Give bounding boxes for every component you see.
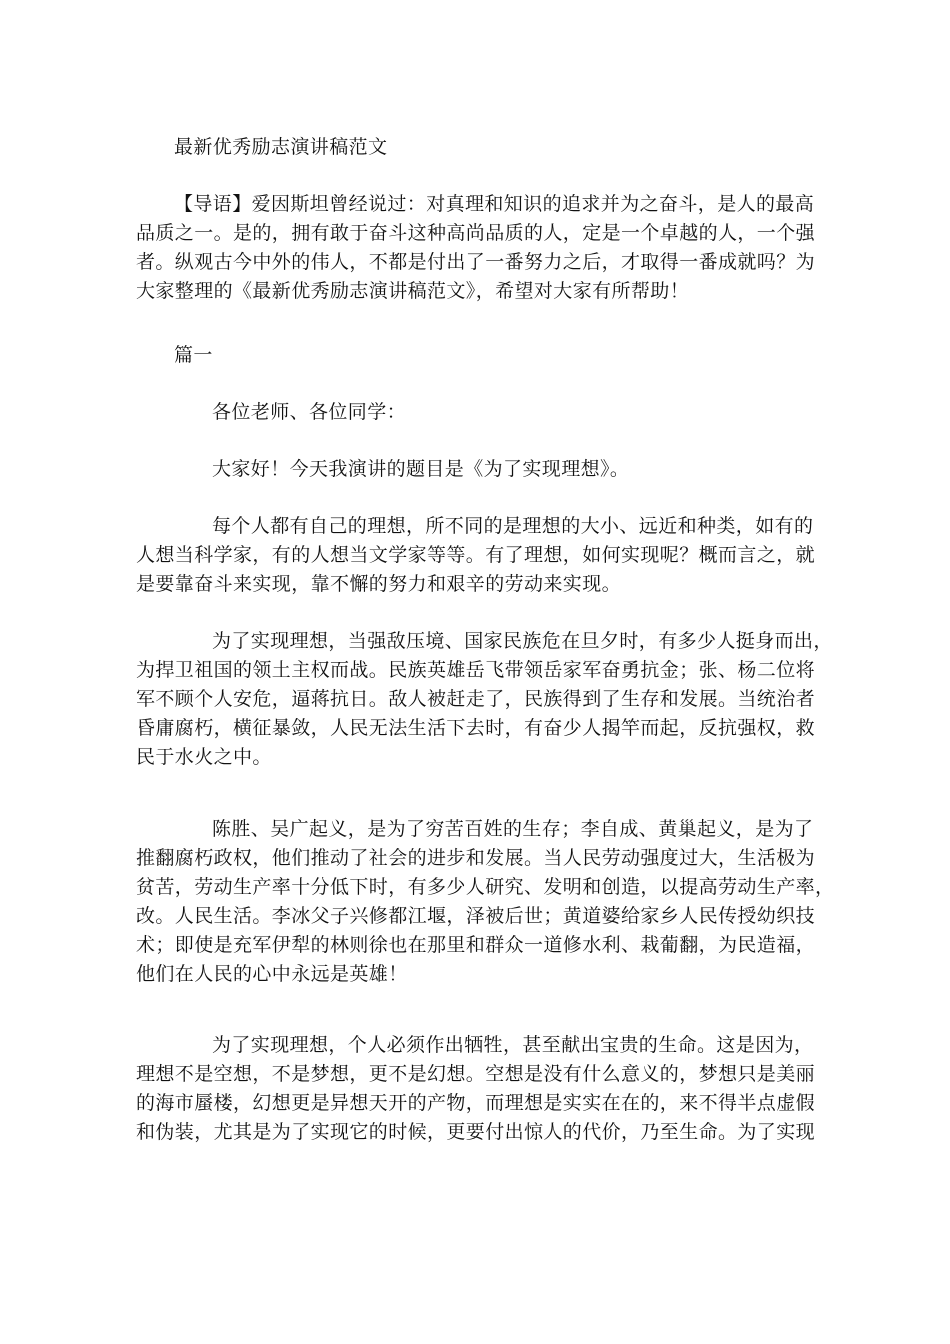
- paragraph-line: 陈胜、吴广起义，是为了穷苦百姓的生存；李自成、黄巢起义，是为了: [212, 818, 814, 840]
- paragraph-line: 推翻腐朽政权，他们推动了社会的进步和发展。当人民劳动强度过大，生活极为: [136, 847, 816, 869]
- intro-line: 【导语】爱因斯坦曾经说过：对真理和知识的追求并为之奋斗，是人的最高: [174, 193, 815, 215]
- paragraph-1: [136, 512, 816, 599]
- greeting-line: 大家好！今天我演讲的题目是《为了实现理想》。: [212, 458, 630, 480]
- paragraph-line: 理想不是空想，不是梦想，更不是幻想。空想是没有什么意义的，梦想只是美丽: [136, 1063, 816, 1085]
- paragraph-line: 为了实现理想，当强敌压境、国家民族危在旦夕时，有多少人挺身而出，: [212, 630, 833, 652]
- paragraph-line: 和伪装，尤其是为了实现它的时候，更要付出惊人的代价，乃至生命。为了实现: [136, 1121, 816, 1143]
- intro-line: 品质之一。是的，拥有敢于奋斗这种高尚品质的人，定是一个卓越的人，一个强: [136, 222, 816, 244]
- paragraph-line: 每个人都有自己的理想，所不同的是理想的大小、远近和种类，如有的: [212, 515, 814, 537]
- paragraph-3: [136, 815, 835, 989]
- salutation-line: 各位老师、各位同学：: [212, 401, 407, 423]
- paragraph-line: 军不顾个人安危，逼蒋抗日。敌人被赶走了，民族得到了生存和发展。当统治者: [136, 688, 816, 710]
- paragraph-4: [136, 1031, 816, 1147]
- section-heading: [136, 341, 816, 370]
- paragraph-line: 为捍卫祖国的领土主权而战。民族英雄岳飞带领岳家军奋勇抗金；张、杨二位将: [136, 659, 816, 681]
- paragraph-line: 改。人民生活。李冰父子兴修都江堰，泽被后世；黄道婆给家乡人民传授幼织技: [136, 905, 816, 927]
- salutation: [136, 398, 816, 427]
- paragraph-line: 贫苦，劳动生产率十分低下时，有多少人研究、发明和创造，以提高劳动生产率，: [136, 876, 835, 898]
- intro-line: 大家整理的《最新优秀励志演讲稿范文》，希望对大家有所帮助！: [136, 280, 690, 302]
- paragraph-line: 他们在人民的心中永远是英雄！: [136, 963, 408, 985]
- intro-paragraph: [136, 190, 816, 306]
- section-heading-line: 篇一: [174, 344, 213, 366]
- paragraph-line: 民于水火之中。: [136, 746, 272, 768]
- paragraph-line: 的海市蜃楼，幻想更是异想天开的产物，而理想是实实在在的，来不得半点虚假: [136, 1092, 816, 1114]
- paragraph-line: 昏庸腐朽，横征暴敛，人民无法生活下去时，有奋少人揭竿而起，反抗强权，救: [136, 717, 816, 739]
- paragraph-line: 是要靠奋斗来实现，靠不懈的努力和艰辛的劳动来实现。: [136, 573, 622, 595]
- intro-line: 者。纵观古今中外的伟人，不都是付出了一番努力之后，才取得一番成就吗？为: [136, 251, 816, 273]
- title-line: 最新优秀励志演讲稿范文: [174, 136, 388, 158]
- greeting: [136, 455, 816, 484]
- document-title: [136, 133, 816, 162]
- paragraph-line: 人想当科学家，有的人想当文学家等等。有了理想，如何实现呢？概而言之，就: [136, 544, 816, 566]
- paragraph-line: 术；即使是充军伊犁的林则徐也在那里和群众一道修水利、栽葡翻，为民造福，: [136, 934, 816, 956]
- paragraph-2: [136, 627, 833, 772]
- paragraph-line: 为了实现理想，个人必须作出牺牲，甚至献出宝贵的生命。这是因为，: [212, 1034, 814, 1056]
